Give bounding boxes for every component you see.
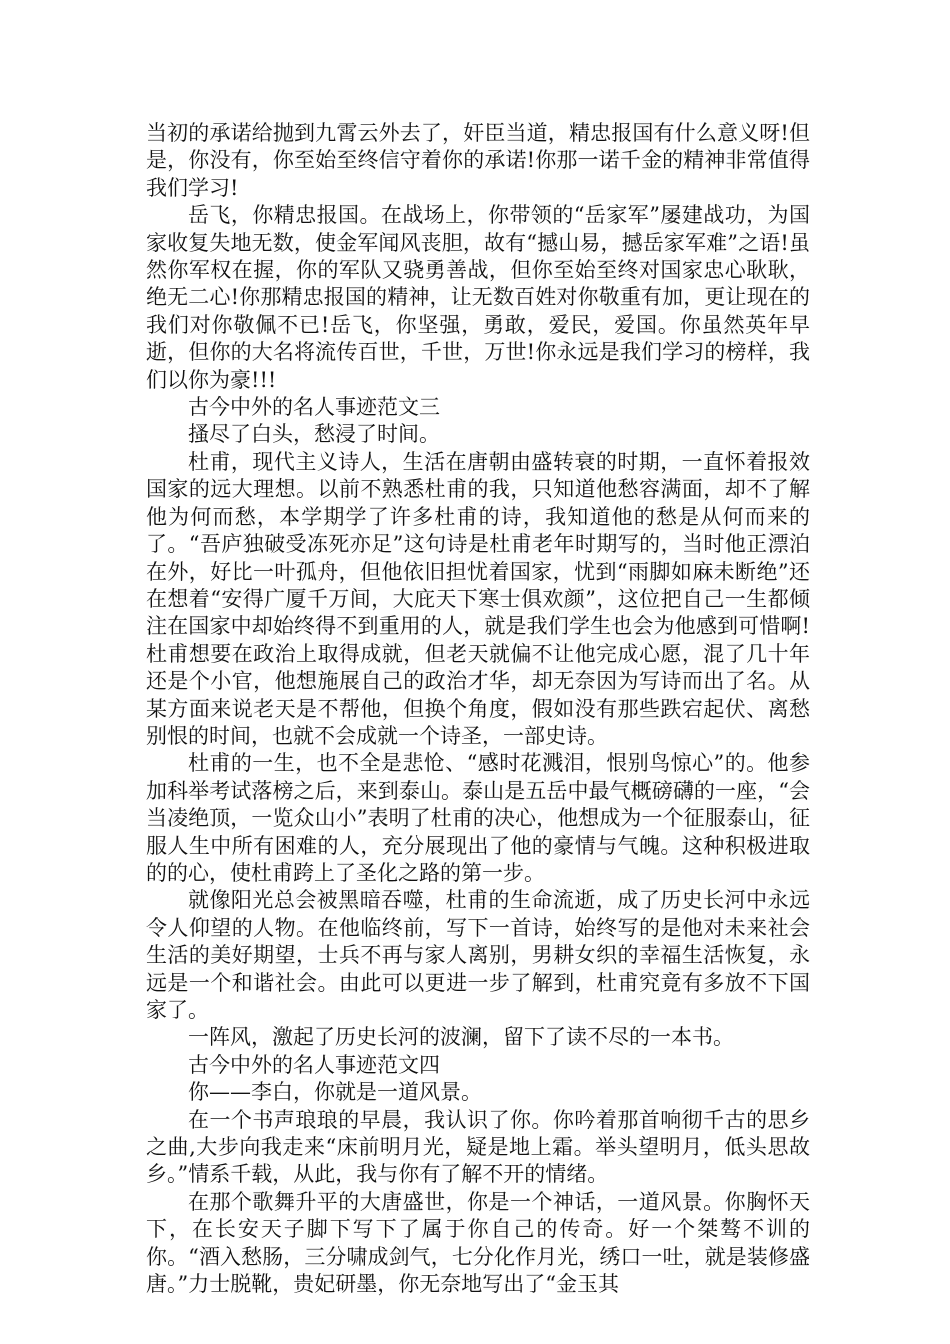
paragraph: 杜甫的一生，也不全是悲怆、“感时花溅泪，恨别鸟惊心”的。他参加科举考试落榜之后，来到泰山。泰山是五岳中最气概磅礴的一座，“会当凌绝顶，一览众山小”表明了杜甫的决心，他想成为一个征服泰山，征服人生中所有困难的人，充分展现出了他的豪情与气魄。这种积极进取的的心，使杜甫跨上了圣化之路的第一步。 [146,751,810,885]
paragraph: 你——李白，你就是一道风景。 [188,1080,482,1105]
paragraph: 搔尽了白头，愁浸了时间。 [188,422,440,447]
paragraph: 杜甫，现代主义诗人，生活在唐朝由盛转衰的时期，一直怀着报效国家的远大理想。以前不熟悉杜甫的我，只知道他愁容满面，却不了解他为何而愁，本学期学了许多杜甫的诗，我知道他的愁是从何而来的了。“吾庐独破受冻死亦足”这句诗是杜甫老年时期写的，当时他正漂泊在外，好比一叶孤舟，但他依旧担忧着国家，忧到“雨脚如麻未断绝”还在想着“安得广厦千万间，大庇天下寒士俱欢颜”，这位把自己一生都倾注在国家中却始终得不到重用的人，就是我们学生也会为他感到可惜啊!杜甫想要在政治上取得成就，但老天就偏不让他完成心愿，混了几十年还是个小官，他想施展自己的政治才华，却无奈因为写诗而出了名。从某方面来说老天是不帮他，但换个角度，假如没有那些跌宕起伏、离愁别恨的时间，也就不会成就一个诗圣，一部史诗。 [146,449,810,748]
paragraph: 在那个歌舞升平的大唐盛世，你是一个神话，一道风景。你胸怀天下，在长安天子脚下写下了属于你自己的传奇。好一个桀骜不训的你。“酒入愁肠，三分啸成剑气，七分化作月光，绣口一吐，就是装修盛唐。”力士脱靴，贵妃研墨，你无奈地写出了“金玉其 [146,1189,810,1297]
paragraph: 在一个书声琅琅的早晨，我认识了你。你吟着那首响彻千古的思乡之曲,大步向我走来“床前明月光，疑是地上霜。举头望明月，低头思故乡。”情系千载，从此，我与你有了解不开的情绪。 [146,1107,810,1187]
section-heading: 古今中外的名人事迹范文三 [188,395,440,420]
section-heading: 古今中外的名人事迹范文四 [188,1052,440,1077]
paragraph: 就像阳光总会被黑暗吞噬，杜甫的生命流逝，成了历史长河中永远令人仰望的人物。在他临终前，写下一首诗，始终写的是他对未来社会生活的美好期望，士兵不再与家人离别，男耕女织的幸福生活恢复，永远是一个和谐社会。由此可以更进一步了解到，杜甫究竟有多放不下国家了。 [146,888,810,1022]
paragraph: 岳飞，你精忠报国。在战场上，你带领的“岳家军”屡建战功，为国家收复失地无数，使金军闻风丧胆，故有“撼山易，撼岳家军难”之语!虽然你军权在握，你的军队又骁勇善战，但你至始至终对国家忠心耿耿，绝无二心!你那精忠报国的精神，让无数百姓对你敬重有加，更让现在的我们对你敬佩不已!岳飞，你坚强，勇敢，爱民，爱国。你虽然英年早逝，但你的大名将流传百世，千世，万世!你永远是我们学习的榜样，我们以你为豪!!! [146,203,810,392]
document-body [146,120,810,1298]
paragraph: 当初的承诺给抛到九霄云外去了，奸臣当道，精忠报国有什么意义呀!但是，你没有，你至始至终信守着你的承诺!你那一诺千金的精神非常值得我们学习! [146,121,810,200]
paragraph: 一阵风，激起了历史长河的波澜，留下了读不尽的一本书。 [188,1025,734,1050]
